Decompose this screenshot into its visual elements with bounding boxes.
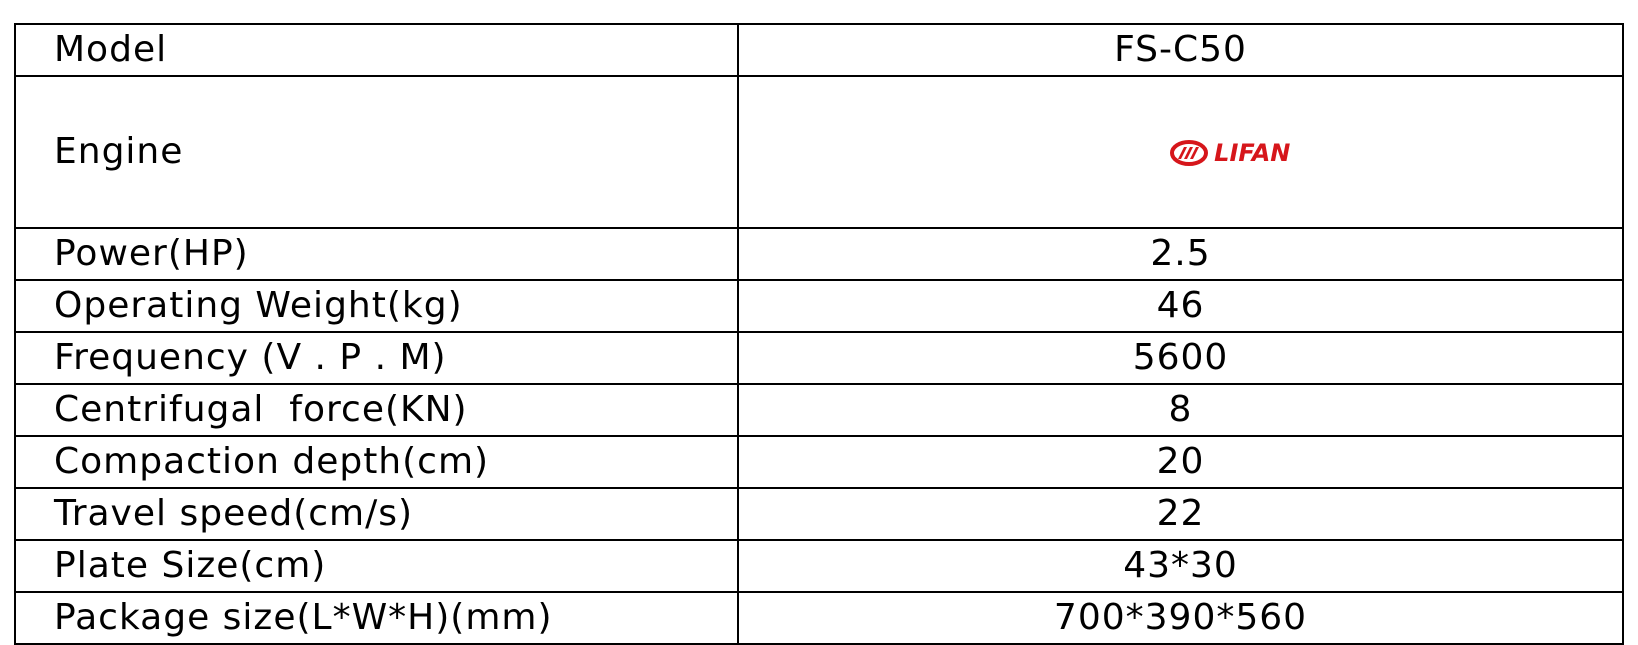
row-value: 22 — [738, 488, 1623, 540]
lifan-logo — [1170, 139, 1290, 167]
row-value: 5600 — [738, 332, 1623, 384]
row-label: Travel speed(cm/s) — [15, 488, 738, 540]
spec-table — [14, 23, 1624, 645]
row-value: 8 — [738, 384, 1623, 436]
row-value: 43*30 — [738, 540, 1623, 592]
table-row — [15, 384, 1623, 436]
row-value: 20 — [738, 436, 1623, 488]
row-value: 2.5 — [738, 228, 1623, 280]
row-value: 46 — [738, 280, 1623, 332]
row-label: Centrifugal force(KN) — [15, 384, 738, 436]
row-label: Engine — [15, 76, 738, 228]
table-row — [15, 24, 1623, 76]
lifan-wings-icon — [1170, 139, 1208, 167]
row-label: Power(HP) — [15, 228, 738, 280]
table-row — [15, 280, 1623, 332]
table-row — [15, 592, 1623, 644]
table-row — [15, 228, 1623, 280]
row-value: 700*390*560 — [738, 592, 1623, 644]
engine-logo-cell — [738, 76, 1623, 228]
table-row — [15, 76, 1623, 228]
row-label: Package size(L*W*H)(mm) — [15, 592, 738, 644]
row-label: Frequency (V . P . M) — [15, 332, 738, 384]
row-value: FS-C50 — [738, 24, 1623, 76]
row-label: Model — [15, 24, 738, 76]
table-row — [15, 436, 1623, 488]
row-label: Compaction depth(cm) — [15, 436, 738, 488]
row-label: Operating Weight(kg) — [15, 280, 738, 332]
row-label: Plate Size(cm) — [15, 540, 738, 592]
table-row — [15, 540, 1623, 592]
table-row — [15, 488, 1623, 540]
logo-text: LIFAN — [1214, 139, 1291, 167]
table-row — [15, 332, 1623, 384]
